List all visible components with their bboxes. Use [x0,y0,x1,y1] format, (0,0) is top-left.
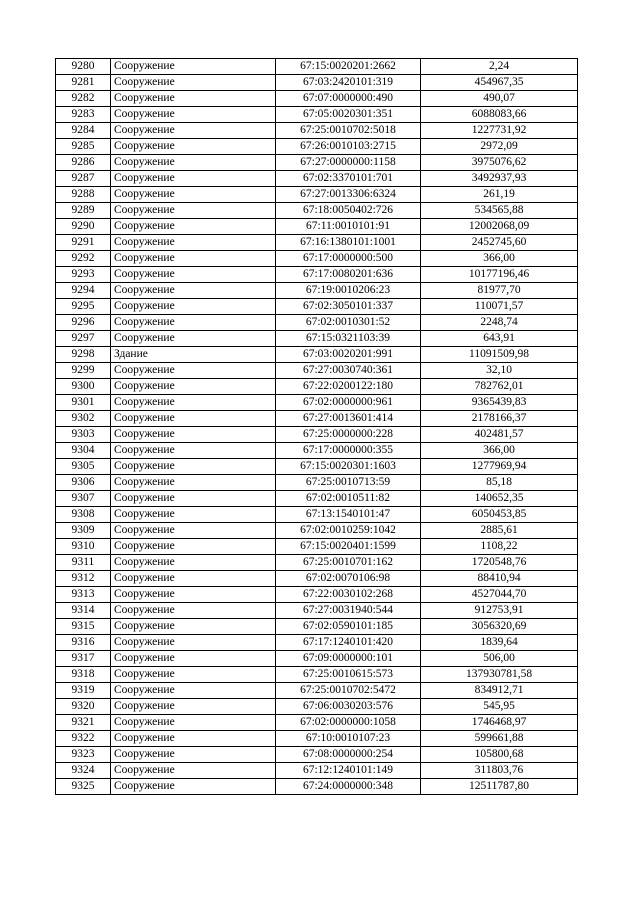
table-body [56,59,578,795]
object-type-cell: Сооружение [111,139,276,155]
row-number-cell: 9316 [56,635,111,651]
value-cell: 782762,01 [421,379,578,395]
cadastral-number-cell: 67:12:1240101:149 [276,763,421,779]
row-number-cell: 9302 [56,411,111,427]
row-number-cell: 9285 [56,139,111,155]
row-number-cell: 9313 [56,587,111,603]
table-row [56,139,578,155]
table-row [56,523,578,539]
object-type-cell: Сооружение [111,123,276,139]
table-row [56,619,578,635]
table-row [56,491,578,507]
row-number-cell: 9318 [56,667,111,683]
value-cell: 1746468,97 [421,715,578,731]
table-row [56,59,578,75]
object-type-cell: Сооружение [111,267,276,283]
row-number-cell: 9319 [56,683,111,699]
table-row [56,347,578,363]
value-cell: 2178166,37 [421,411,578,427]
cadastral-number-cell: 67:27:0013601:414 [276,411,421,427]
value-cell: 402481,57 [421,427,578,443]
object-type-cell: Сооружение [111,683,276,699]
object-type-cell: Сооружение [111,427,276,443]
value-cell: 140652,35 [421,491,578,507]
cadastral-number-cell: 67:25:0010701:162 [276,555,421,571]
cadastral-number-cell: 67:25:0000000:228 [276,427,421,443]
object-type-cell: Сооружение [111,395,276,411]
value-cell: 2885,61 [421,523,578,539]
value-cell: 85,18 [421,475,578,491]
table-row [56,427,578,443]
cadastral-number-cell: 67:06:0030203:576 [276,699,421,715]
value-cell: 912753,91 [421,603,578,619]
table-row [56,315,578,331]
cadastral-number-cell: 67:02:0590101:185 [276,619,421,635]
value-cell: 1277969,94 [421,459,578,475]
cadastral-number-cell: 67:02:0000000:1058 [276,715,421,731]
object-type-cell: Сооружение [111,203,276,219]
table-row [56,267,578,283]
row-number-cell: 9323 [56,747,111,763]
table-row [56,379,578,395]
object-type-cell: Сооружение [111,379,276,395]
row-number-cell: 9283 [56,107,111,123]
row-number-cell: 9293 [56,267,111,283]
value-cell: 105800,68 [421,747,578,763]
value-cell: 2972,09 [421,139,578,155]
cadastral-number-cell: 67:02:0070106:98 [276,571,421,587]
cadastral-number-cell: 67:03:0020201:991 [276,347,421,363]
object-type-cell: Сооружение [111,235,276,251]
object-type-cell: Сооружение [111,619,276,635]
table-row [56,171,578,187]
cadastral-number-cell: 67:05:0020301:351 [276,107,421,123]
value-cell: 1108,22 [421,539,578,555]
object-type-cell: Сооружение [111,635,276,651]
cadastral-number-cell: 67:22:0200122:180 [276,379,421,395]
value-cell: 366,00 [421,443,578,459]
row-number-cell: 9301 [56,395,111,411]
cadastral-number-cell: 67:17:0000000:355 [276,443,421,459]
value-cell: 534565,88 [421,203,578,219]
cadastral-number-cell: 67:03:2420101:319 [276,75,421,91]
object-type-cell: Сооружение [111,91,276,107]
row-number-cell: 9286 [56,155,111,171]
object-type-cell: Сооружение [111,219,276,235]
table-row [56,443,578,459]
cadastral-number-cell: 67:02:3370101:701 [276,171,421,187]
cadastral-number-cell: 67:25:0010702:5018 [276,123,421,139]
row-number-cell: 9282 [56,91,111,107]
table-row [56,587,578,603]
object-type-cell: Сооружение [111,315,276,331]
property-table [55,58,578,795]
value-cell: 1227731,92 [421,123,578,139]
row-number-cell: 9311 [56,555,111,571]
object-type-cell: Сооружение [111,651,276,667]
table-row [56,635,578,651]
cadastral-number-cell: 67:15:0020201:2662 [276,59,421,75]
cadastral-number-cell: 67:02:0010259:1042 [276,523,421,539]
object-type-cell: Сооружение [111,251,276,267]
row-number-cell: 9321 [56,715,111,731]
row-number-cell: 9307 [56,491,111,507]
object-type-cell: Сооружение [111,107,276,123]
value-cell: 12511787,80 [421,779,578,795]
object-type-cell: Сооружение [111,571,276,587]
value-cell: 137930781,58 [421,667,578,683]
cadastral-number-cell: 67:13:1540101:47 [276,507,421,523]
row-number-cell: 9294 [56,283,111,299]
row-number-cell: 9325 [56,779,111,795]
row-number-cell: 9281 [56,75,111,91]
table-row [56,235,578,251]
row-number-cell: 9303 [56,427,111,443]
table-row [56,203,578,219]
object-type-cell: Сооружение [111,747,276,763]
value-cell: 6050453,85 [421,507,578,523]
value-cell: 2,24 [421,59,578,75]
cadastral-number-cell: 67:02:0010301:52 [276,315,421,331]
cadastral-number-cell: 67:07:0000000:490 [276,91,421,107]
value-cell: 12002068,09 [421,219,578,235]
value-cell: 2248,74 [421,315,578,331]
table-row [56,75,578,91]
cadastral-number-cell: 67:27:0013306:6324 [276,187,421,203]
object-type-cell: Сооружение [111,603,276,619]
object-type-cell: Сооружение [111,555,276,571]
table-row [56,699,578,715]
cadastral-number-cell: 67:09:0000000:101 [276,651,421,667]
object-type-cell: Сооружение [111,763,276,779]
value-cell: 3492937,93 [421,171,578,187]
object-type-cell: Сооружение [111,363,276,379]
object-type-cell: Сооружение [111,155,276,171]
object-type-cell: Сооружение [111,283,276,299]
table-row [56,747,578,763]
value-cell: 506,00 [421,651,578,667]
row-number-cell: 9310 [56,539,111,555]
cadastral-number-cell: 67:17:0080201:636 [276,267,421,283]
value-cell: 454967,35 [421,75,578,91]
cadastral-number-cell: 67:19:0010206:23 [276,283,421,299]
value-cell: 3975076,62 [421,155,578,171]
object-type-cell: Сооружение [111,331,276,347]
row-number-cell: 9296 [56,315,111,331]
cadastral-number-cell: 67:08:0000000:254 [276,747,421,763]
cadastral-number-cell: 67:25:0010615:573 [276,667,421,683]
value-cell: 643,91 [421,331,578,347]
value-cell: 1720548,76 [421,555,578,571]
table-row [56,667,578,683]
object-type-cell: Сооружение [111,731,276,747]
table-row [56,651,578,667]
row-number-cell: 9304 [56,443,111,459]
cadastral-number-cell: 67:11:0010101:91 [276,219,421,235]
object-type-cell: Сооружение [111,411,276,427]
object-type-cell: Сооружение [111,523,276,539]
row-number-cell: 9300 [56,379,111,395]
value-cell: 10177196,46 [421,267,578,283]
value-cell: 366,00 [421,251,578,267]
table-row [56,395,578,411]
table-row [56,187,578,203]
object-type-cell: Сооружение [111,187,276,203]
value-cell: 88410,94 [421,571,578,587]
row-number-cell: 9288 [56,187,111,203]
value-cell: 2452745,60 [421,235,578,251]
row-number-cell: 9280 [56,59,111,75]
table-row [56,123,578,139]
cadastral-number-cell: 67:15:0321103:39 [276,331,421,347]
table-row [56,475,578,491]
object-type-cell: Сооружение [111,459,276,475]
table-row [56,555,578,571]
row-number-cell: 9292 [56,251,111,267]
table-row [56,155,578,171]
object-type-cell: Сооружение [111,507,276,523]
row-number-cell: 9314 [56,603,111,619]
table-row [56,299,578,315]
row-number-cell: 9284 [56,123,111,139]
table-row [56,251,578,267]
table-row [56,363,578,379]
cadastral-number-cell: 67:15:0020401:1599 [276,539,421,555]
table-row [56,731,578,747]
table-row [56,219,578,235]
cadastral-number-cell: 67:24:0000000:348 [276,779,421,795]
row-number-cell: 9299 [56,363,111,379]
cadastral-number-cell: 67:02:3050101:337 [276,299,421,315]
row-number-cell: 9290 [56,219,111,235]
row-number-cell: 9287 [56,171,111,187]
value-cell: 32,10 [421,363,578,379]
table-row [56,91,578,107]
object-type-cell: Сооружение [111,75,276,91]
table-row [56,331,578,347]
row-number-cell: 9324 [56,763,111,779]
row-number-cell: 9312 [56,571,111,587]
cadastral-number-cell: 67:25:0010713:59 [276,475,421,491]
cadastral-number-cell: 67:25:0010702:5472 [276,683,421,699]
value-cell: 110071,57 [421,299,578,315]
value-cell: 261,19 [421,187,578,203]
row-number-cell: 9291 [56,235,111,251]
row-number-cell: 9298 [56,347,111,363]
row-number-cell: 9306 [56,475,111,491]
object-type-cell: Сооружение [111,715,276,731]
table-row [56,283,578,299]
cadastral-number-cell: 67:02:0000000:961 [276,395,421,411]
row-number-cell: 9320 [56,699,111,715]
cadastral-number-cell: 67:26:0010103:2715 [276,139,421,155]
value-cell: 545,95 [421,699,578,715]
row-number-cell: 9297 [56,331,111,347]
table-row [56,107,578,123]
table-row [56,507,578,523]
object-type-cell: Сооружение [111,667,276,683]
cadastral-number-cell: 67:22:0030102:268 [276,587,421,603]
value-cell: 311803,76 [421,763,578,779]
object-type-cell: Сооружение [111,587,276,603]
object-type-cell: Сооружение [111,491,276,507]
cadastral-number-cell: 67:18:0050402:726 [276,203,421,219]
table-row [56,411,578,427]
row-number-cell: 9317 [56,651,111,667]
cadastral-number-cell: 67:17:0000000:500 [276,251,421,267]
row-number-cell: 9322 [56,731,111,747]
table-row [56,459,578,475]
table-row [56,779,578,795]
table-row [56,571,578,587]
table-row [56,683,578,699]
object-type-cell: Здание [111,347,276,363]
row-number-cell: 9309 [56,523,111,539]
value-cell: 1839,64 [421,635,578,651]
value-cell: 6088083,66 [421,107,578,123]
row-number-cell: 9289 [56,203,111,219]
object-type-cell: Сооружение [111,59,276,75]
cadastral-number-cell: 67:15:0020301:1603 [276,459,421,475]
cadastral-number-cell: 67:27:0031940:544 [276,603,421,619]
cadastral-number-cell: 67:17:1240101:420 [276,635,421,651]
row-number-cell: 9315 [56,619,111,635]
object-type-cell: Сооружение [111,299,276,315]
value-cell: 81977,70 [421,283,578,299]
value-cell: 9365439,83 [421,395,578,411]
value-cell: 11091509,98 [421,347,578,363]
cadastral-number-cell: 67:10:0010107:23 [276,731,421,747]
value-cell: 3056320,69 [421,619,578,635]
table-row [56,715,578,731]
row-number-cell: 9295 [56,299,111,315]
object-type-cell: Сооружение [111,699,276,715]
cadastral-number-cell: 67:02:0010511:82 [276,491,421,507]
value-cell: 4527044,70 [421,587,578,603]
row-number-cell: 9308 [56,507,111,523]
value-cell: 599661,88 [421,731,578,747]
cadastral-number-cell: 67:27:0000000:1158 [276,155,421,171]
value-cell: 490,07 [421,91,578,107]
object-type-cell: Сооружение [111,779,276,795]
object-type-cell: Сооружение [111,475,276,491]
cadastral-number-cell: 67:27:0030740:361 [276,363,421,379]
cadastral-number-cell: 67:16:1380101:1001 [276,235,421,251]
table-row [56,539,578,555]
row-number-cell: 9305 [56,459,111,475]
table-row [56,763,578,779]
object-type-cell: Сооружение [111,443,276,459]
value-cell: 834912,71 [421,683,578,699]
table-row [56,603,578,619]
object-type-cell: Сооружение [111,539,276,555]
object-type-cell: Сооружение [111,171,276,187]
